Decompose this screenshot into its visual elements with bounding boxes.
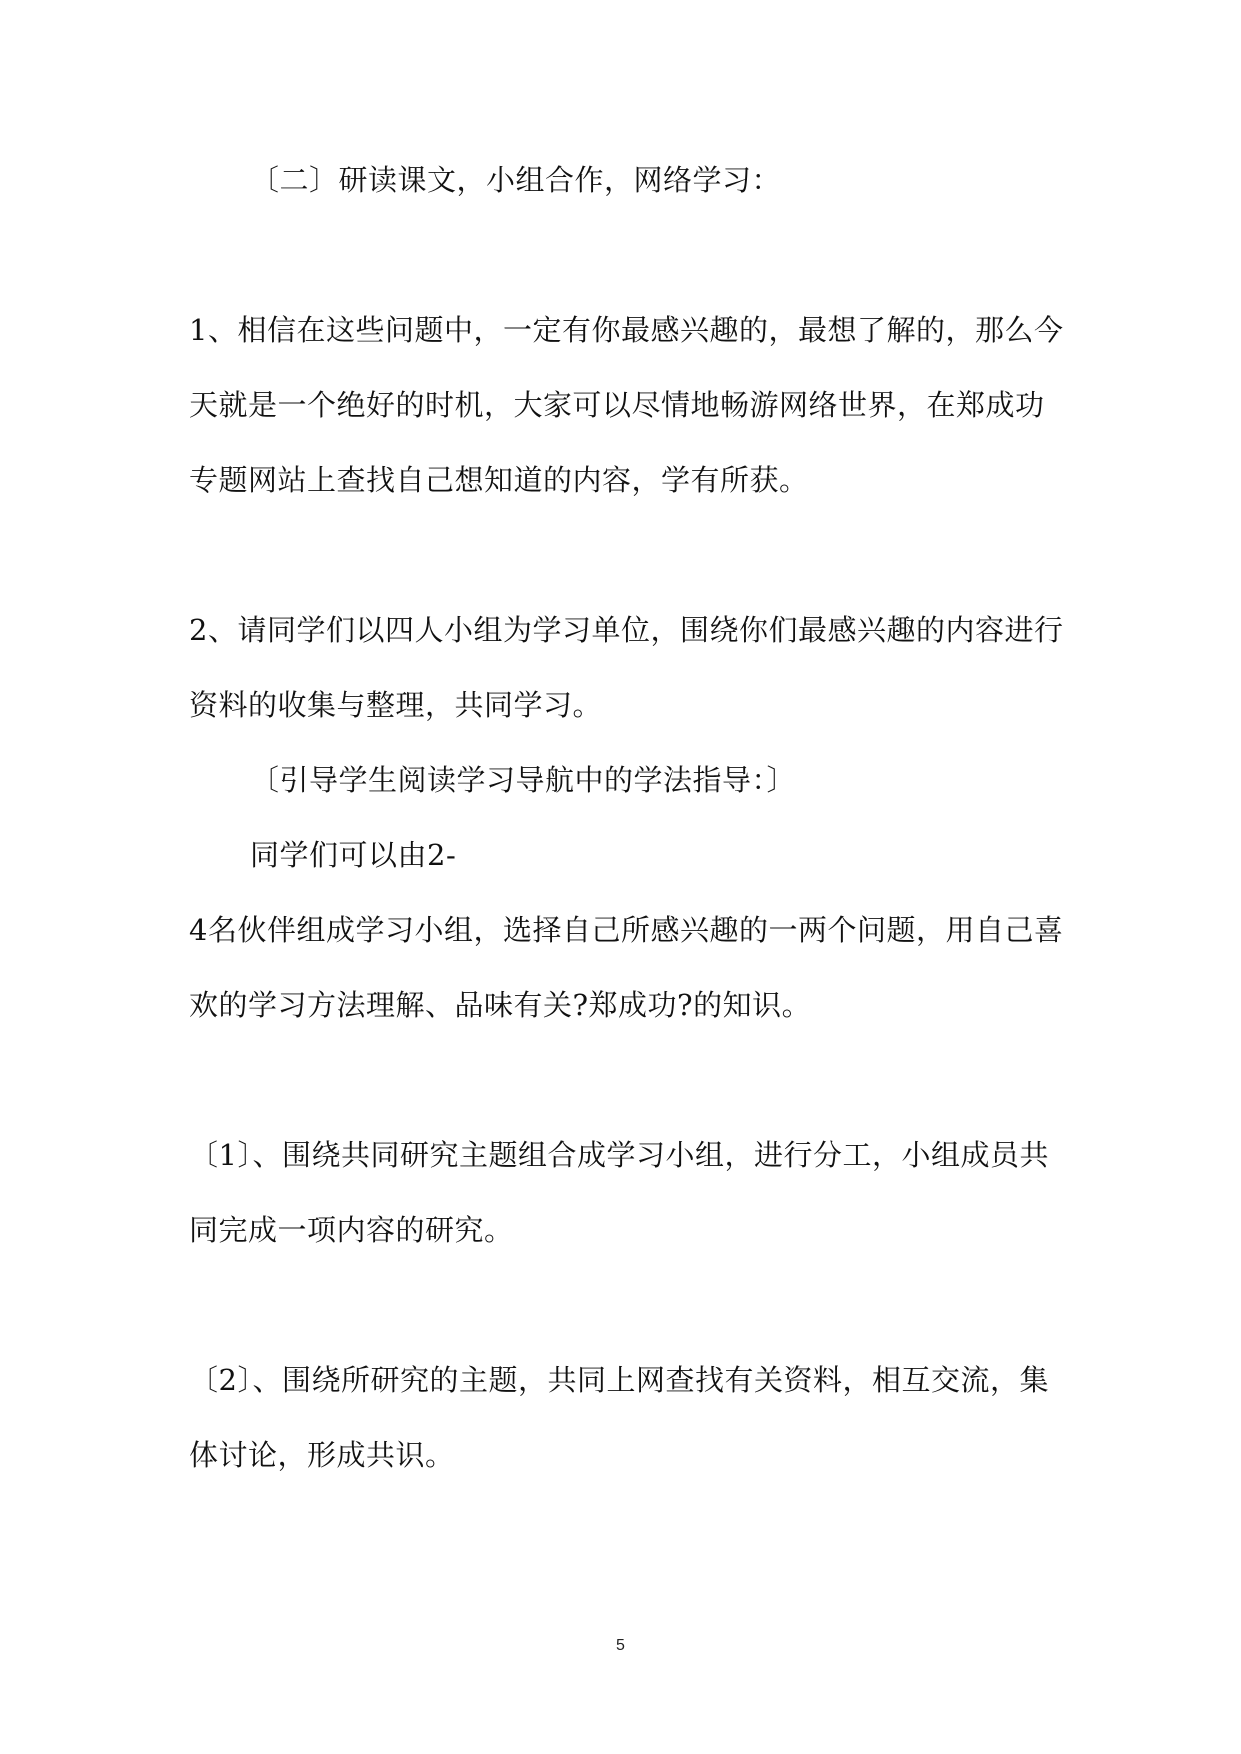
sub1-line2: 同完成一项内容的研究。 <box>189 1213 514 1247</box>
item2-line1: 2、请同学们以四人小组为学习单位，围绕你们最感兴趣的内容进行 <box>189 613 1064 647</box>
guide-note: 〔引导学生阅读学习导航中的学法指导：〕 <box>250 763 797 797</box>
sub2-line1: 〔2〕、围绕所研究的主题，共同上网查找有关资料，相互交流，集 <box>189 1363 1049 1397</box>
section-heading: 〔二〕研读课文，小组合作，网络学习： <box>250 163 782 197</box>
page-number: 5 <box>616 1637 625 1654</box>
item1-line2: 天就是一个绝好的时机，大家可以尽情地畅游网络世界，在郑成功 <box>189 388 1045 422</box>
guide-text-line2: 4名伙伴组成学习小组，选择自己所感兴趣的一两个问题，用自己喜 <box>189 913 1064 947</box>
item1-line1: 1、相信在这些问题中，一定有你最感兴趣的，最想了解的，那么今 <box>189 313 1064 347</box>
item1-line3: 专题网站上查找自己想知道的内容，学有所获。 <box>189 463 809 497</box>
guide-text-line1: 同学们可以由2- <box>250 838 457 872</box>
guide-text-line3: 欢的学习方法理解、品味有关?郑成功?的知识。 <box>189 988 812 1022</box>
sub1-line1: 〔1〕、围绕共同研究主题组合成学习小组，进行分工，小组成员共 <box>189 1138 1049 1172</box>
item2-line2: 资料的收集与整理，共同学习。 <box>189 688 603 722</box>
sub2-line2: 体讨论，形成共识。 <box>189 1438 455 1472</box>
